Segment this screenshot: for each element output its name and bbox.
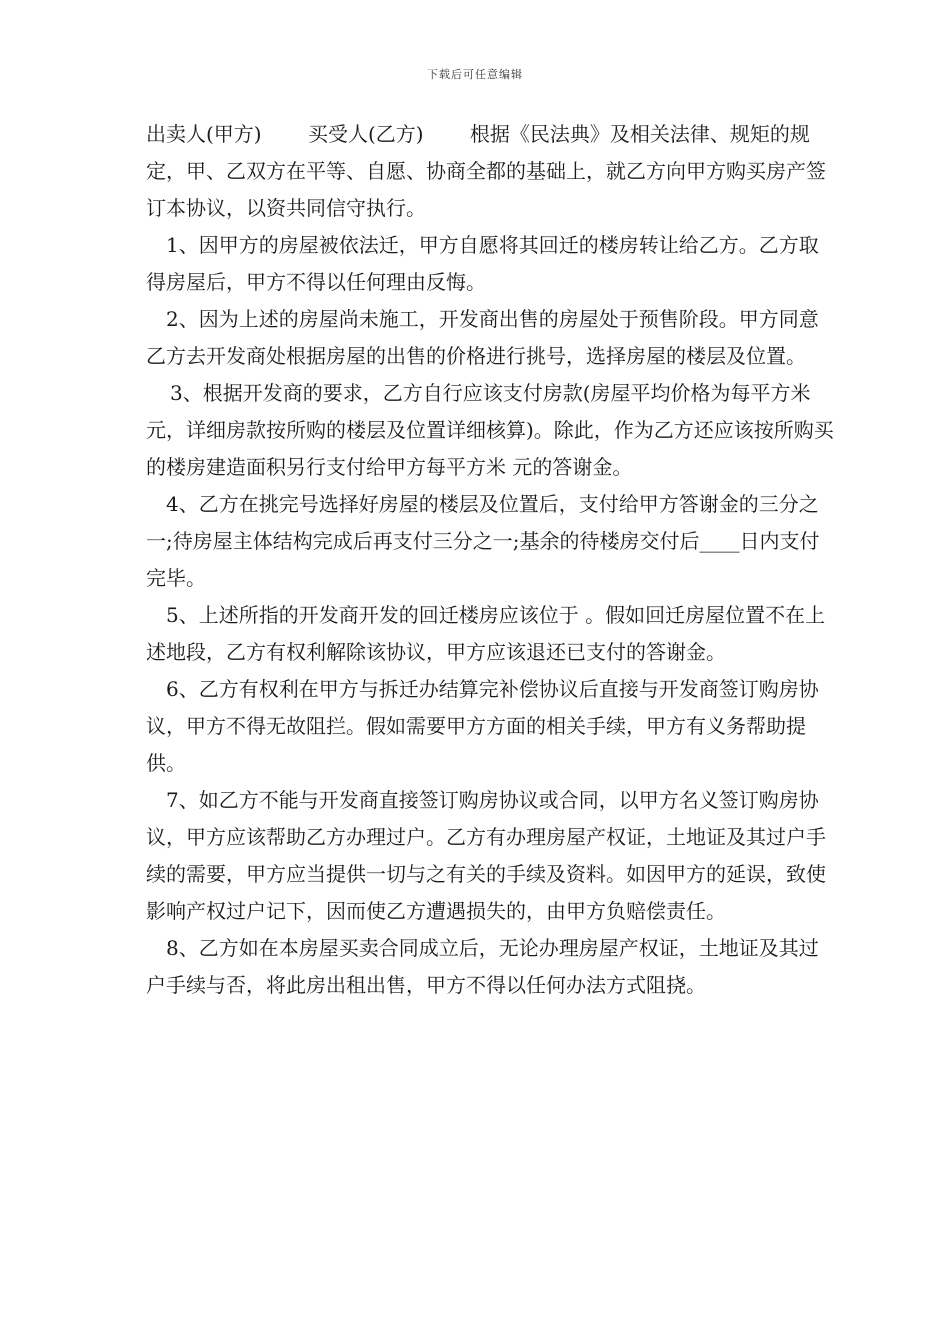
clause-3-paragraph: 3、根据开发商的要求，乙方自行应该支付房款(房屋平均价格为每平方米 元，详细房款按所购的楼层及位置详细核算)。除此，作为乙方还应该按所购买的楼房建造面积另行支付给甲方每平方米 元的答谢金。 xyxy=(146,381,834,479)
clause-1-paragraph: 1、因甲方的房屋被依法迁，甲方自愿将其回迁的楼房转让给乙方。乙方取得房屋后，甲方不得以任何理由反悔。 xyxy=(146,233,819,294)
clause-2-paragraph: 2、因为上述的房屋尚未施工，开发商出售的房屋处于预售阶段。甲方同意乙方去开发商处根据房屋的出售的价格进行挑号，选择房屋的楼层及位置。 xyxy=(146,307,819,368)
clause-7-paragraph: 7、如乙方不能与开发商直接签订购房协议或合同，以甲方名义签订购房协议，甲方应该帮助乙方办理过户。乙方有办理房屋产权证，土地证及其过户手续的需要，甲方应当提供一切与之有关的手续及资料。如因甲方的延误，致使影响产权过户记下，因而使乙方遭遇损失的，由甲方负赔偿责任。 xyxy=(146,788,826,923)
clause-5-paragraph: 5、上述所指的开发商开发的回迁楼房应该位于 。假如回迁房屋位置不在上述地段，乙方有权利解除该协议，甲方应该退还已支付的答谢金。 xyxy=(146,603,826,664)
document-body xyxy=(146,116,836,1004)
contract-intro-paragraph: 出卖人(甲方) 买受人(乙方) 根据《民法典》及相关法律、规矩的规定，甲、乙双方在平等、自愿、协商全都的基础上，就乙方向甲方购买房产签订本协议，以资共同信守执行。 xyxy=(146,122,826,220)
clause-6-paragraph: 6、乙方有权利在甲方与拆迁办结算完补偿协议后直接与开发商签订购房协议，甲方不得无故阻拦。假如需要甲方方面的相关手续，甲方有义务帮助提供。 xyxy=(146,677,819,775)
page-header-note: 下载后可任意编辑 xyxy=(427,68,523,81)
clause-8-paragraph: 8、乙方如在本房屋买卖合同成立后，无论办理房屋产权证，土地证及其过户手续与否，将此房出租出售，甲方不得以任何办法方式阻挠。 xyxy=(146,936,819,997)
clause-4-paragraph: 4、乙方在挑完号选择好房屋的楼层及位置后，支付给甲方答谢金的三分之一;待房屋主体结构完成后再支付三分之一;基余的待楼房交付后____日内支付完毕。 xyxy=(146,492,820,590)
